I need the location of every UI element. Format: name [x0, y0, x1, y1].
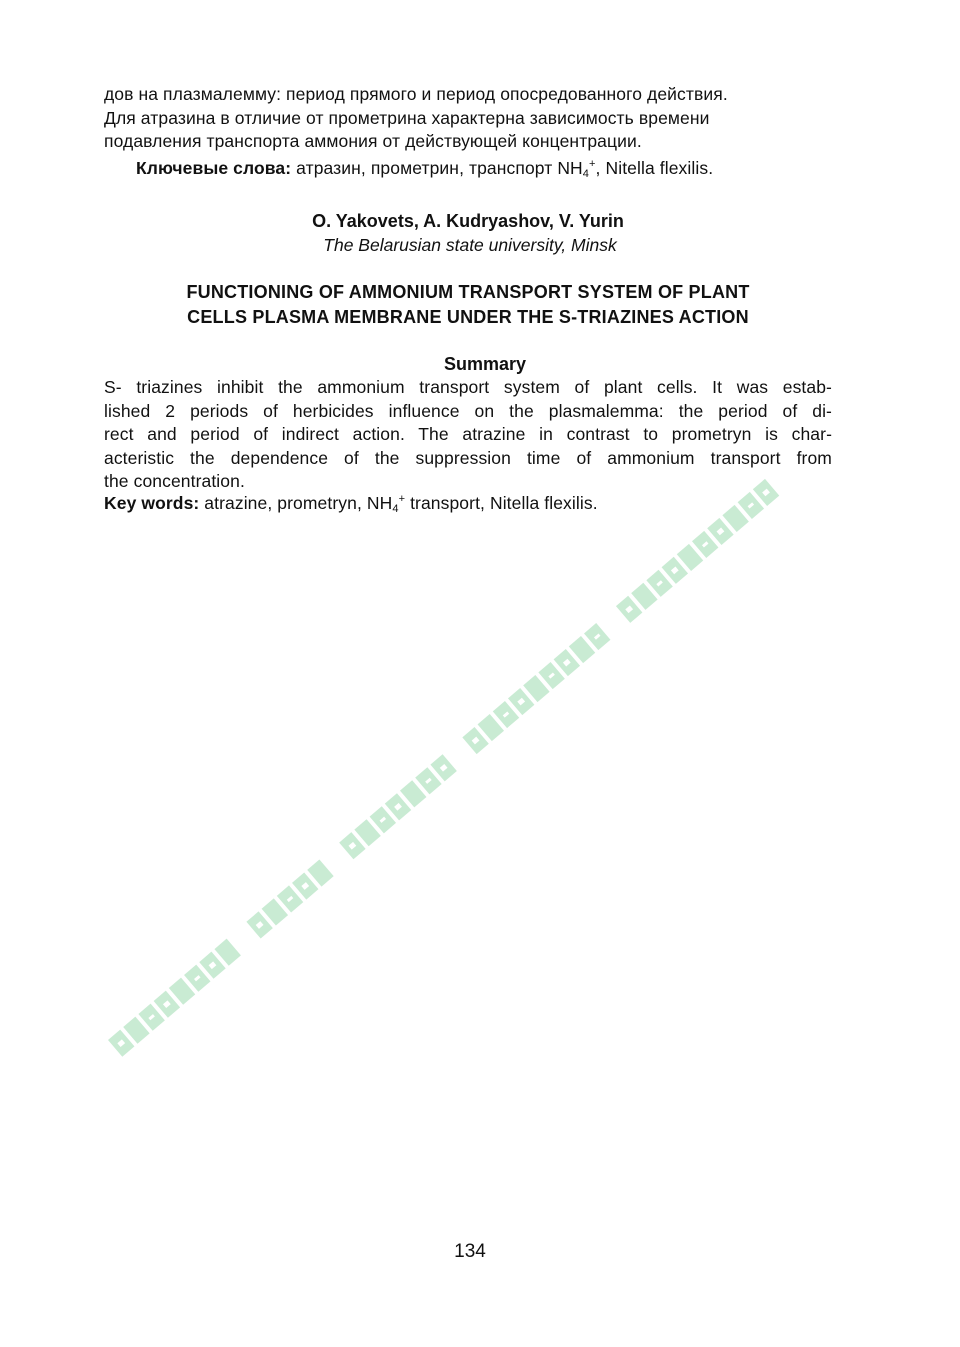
summary-text	[104, 376, 832, 494]
watermark-glyph	[292, 872, 318, 899]
english-keywords	[104, 492, 832, 516]
russian-keywords-superscript: +	[589, 158, 596, 170]
watermark-glyph	[569, 636, 595, 663]
english-keywords-text: atrazine, prometryn, NH	[199, 493, 393, 513]
watermark-glyph	[214, 939, 240, 966]
russian-keywords-label: Ключевые слова:	[136, 158, 292, 178]
paper-title-line: CELLS PLASMA MEMBRANE UNDER THE S-TRIAZINES ACTION	[187, 306, 749, 327]
watermark-glyph	[246, 911, 272, 938]
summary-line: S- triazines inhibit the ammonium transport system of plant cells. It was estab-	[104, 377, 832, 397]
watermark-glyph	[169, 978, 195, 1005]
watermark-glyph	[123, 1017, 149, 1044]
watermark-glyph	[385, 793, 411, 820]
russian-keywords	[136, 157, 836, 181]
watermark-glyph	[662, 557, 688, 584]
watermark-glyph	[415, 767, 441, 794]
russian-keywords-text: атразин, прометрин, транспорт NH	[291, 158, 583, 178]
summary-line: the concentration.	[104, 471, 245, 491]
watermark-glyph	[677, 544, 703, 571]
authors: O. Yakovets, A. Kudryashov, V. Yurin	[312, 211, 624, 231]
watermark-glyph	[138, 1004, 164, 1031]
affiliation: The Belarusian state university, Minsk	[323, 235, 617, 255]
watermark-glyph	[508, 688, 534, 715]
watermark-glyph	[707, 518, 733, 545]
watermark-glyph	[370, 806, 396, 833]
page-number: 134	[454, 1241, 486, 1262]
russian-keywords-text-end: , Nitella flexilis.	[595, 158, 714, 178]
watermark-glyph	[616, 596, 642, 623]
russian-abstract	[104, 83, 832, 154]
english-keywords-label: Key words:	[104, 493, 200, 513]
watermark-glyph	[154, 991, 180, 1018]
russian-keywords-subscript: 4	[582, 168, 590, 180]
watermark-glyphs	[108, 479, 779, 1057]
watermark-glyph	[523, 675, 549, 702]
russian-abstract-line: дов на плазмалемму: период прямого и период опосредованного действия.	[104, 84, 728, 104]
english-keywords-text-end: transport, Nitella flexilis.	[405, 493, 598, 513]
watermark-glyph	[584, 623, 610, 650]
watermark-glyph	[307, 859, 333, 886]
watermark-glyph	[430, 754, 456, 781]
summary-line: acteristic the dependence of the suppression time of ammonium transport from	[104, 447, 832, 468]
watermark-glyph	[692, 531, 718, 558]
watermark-glyph	[400, 780, 426, 807]
summary-line: lished 2 periods of herbicides influence on the plasmalemma: the period of di-	[104, 400, 832, 421]
paper-title-line: FUNCTIONING OF AMMONIUM TRANSPORT SYSTEM OF PLANT	[186, 282, 750, 302]
watermark-glyph	[538, 662, 564, 689]
watermark-glyph	[108, 1030, 134, 1057]
watermark-glyph	[493, 701, 519, 728]
english-keywords-subscript: 4	[392, 503, 399, 515]
watermark-glyph	[277, 885, 303, 912]
watermark-glyph	[631, 583, 657, 610]
russian-abstract-line: подавления транспорта аммония от действующей концентрации.	[104, 131, 642, 151]
watermark-glyph	[199, 952, 225, 979]
summary-heading: Summary	[443, 354, 527, 374]
watermark-glyph	[262, 898, 288, 925]
watermark-glyph	[646, 570, 672, 597]
watermark-glyph	[354, 819, 380, 846]
watermark-glyph	[339, 832, 365, 859]
watermark-glyph	[554, 649, 580, 676]
russian-abstract-line: Для атразина в отличие от прометрина характерна зависимость времени	[104, 107, 710, 128]
paper-title	[0, 280, 936, 329]
summary-line: rect and period of indirect action. The atrazine in contrast to prometryn is char-	[104, 424, 832, 444]
watermark-glyph	[478, 714, 504, 741]
watermark-glyph	[184, 965, 210, 992]
english-keywords-superscript: +	[398, 493, 406, 505]
watermark-glyph	[462, 727, 488, 754]
